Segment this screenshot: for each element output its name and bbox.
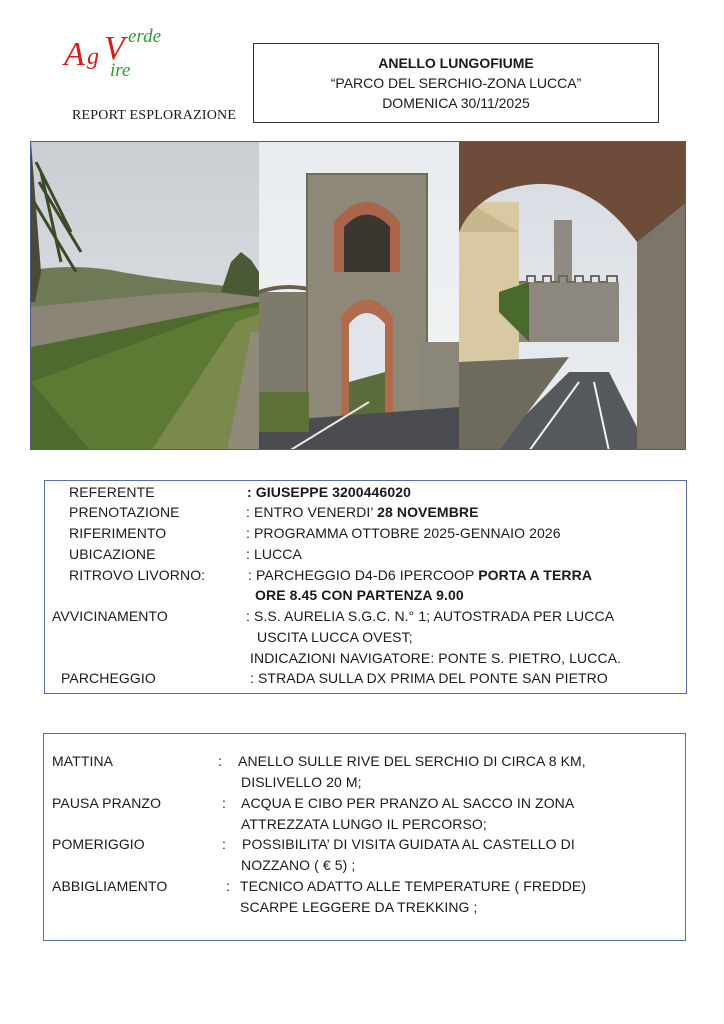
- prenotazione-value-text: : ENTRO VENERDI’: [246, 504, 378, 520]
- pausa-value-1: ACQUA E CIBO PER PRANZO AL SACCO IN ZONA: [241, 795, 575, 811]
- avvicinamento-value-2: USCITA LUCCA OVEST;: [257, 629, 413, 645]
- mattina-colon: :: [218, 753, 222, 769]
- castle-photo: [459, 142, 686, 450]
- pausa-label: PAUSA PRANZO: [52, 795, 162, 811]
- report-subtitle: REPORT ESPLORAZIONE: [72, 108, 237, 123]
- event-place: “PARCO DEL SERCHIO-ZONA LUCCA”: [330, 75, 582, 91]
- riferimento-label: RIFERIMENTO: [69, 525, 167, 541]
- avvicinamento-label: AVVICINAMENTO: [52, 608, 168, 624]
- river-photo: [31, 142, 259, 450]
- pomeriggio-label: POMERIGGIO: [52, 836, 145, 852]
- program-box: [43, 733, 686, 941]
- pomeriggio-colon: :: [222, 836, 226, 852]
- referente-label: REFERENTE: [69, 484, 155, 500]
- info-box: [44, 480, 687, 694]
- mattina-value-1: ANELLO SULLE RIVE DEL SERCHIO DI CIRCA 8 KM,: [238, 753, 586, 769]
- pausa-colon: :: [222, 795, 226, 811]
- avvicinamento-value-1: : S.S. AURELIA S.G.C. N.° 1; AUTOSTRADA PER LUCCA: [246, 608, 615, 624]
- pomeriggio-value-2: NOZZANO ( € 5) ;: [241, 857, 356, 873]
- logo-word-ire: ire: [110, 60, 131, 81]
- mattina-label: MATTINA: [52, 753, 114, 769]
- logo-word-erde: erde: [128, 26, 162, 47]
- abbigliamento-value-2: SCARPE LEGGERE DA TREKKING ;: [240, 899, 478, 915]
- logo-letter-v: V: [104, 30, 125, 67]
- parcheggio-value: : STRADA SULLA DX PRIMA DEL PONTE SAN PIETRO: [250, 670, 608, 686]
- ubicazione-value: : LUCCA: [246, 546, 302, 562]
- ritrovo-time: ORE 8.45 CON PARTENZA 9.00: [255, 587, 464, 603]
- pausa-value-2: ATTREZZATA LUNGO IL PERCORSO;: [241, 816, 487, 832]
- logo-letter-a: A: [64, 36, 85, 73]
- abbigliamento-colon: :: [226, 878, 230, 894]
- ritrovo-value: [248, 567, 592, 584]
- ritrovo-place: PORTA A TERRA: [478, 567, 593, 583]
- pomeriggio-value-1: POSSIBILITA’ DI VISITA GUIDATA AL CASTELLO DI: [242, 836, 575, 852]
- photo-strip: [30, 141, 686, 450]
- parcheggio-label: PARCHEGGIO: [61, 670, 156, 686]
- photo-collage: [31, 142, 686, 450]
- mattina-value-2: DISLIVELLO 20 M;: [241, 774, 362, 790]
- referente-value: : GIUSEPPE 3200446020: [247, 484, 411, 500]
- abbigliamento-label: ABBIGLIAMENTO: [52, 878, 168, 894]
- tower-photo: [259, 142, 459, 450]
- avvicinamento-value-3: INDICAZIONI NAVIGATORE: PONTE S. PIETRO, LUCCA.: [250, 650, 622, 666]
- agv-logo: [60, 26, 190, 86]
- logo-letter-g: g: [87, 44, 99, 70]
- prenotazione-deadline: 28 NOVEMBRE: [377, 504, 479, 520]
- event-title: ANELLO LUNGOFIUME: [378, 55, 534, 71]
- title-box: [253, 43, 659, 123]
- prenotazione-value: [246, 504, 479, 521]
- prenotazione-label: PRENOTAZIONE: [69, 504, 180, 520]
- ritrovo-value-text: : PARCHEGGIO D4-D6 IPERCOOP: [248, 567, 479, 583]
- ritrovo-label: RITROVO LIVORNO:: [69, 567, 206, 583]
- abbigliamento-value-1: TECNICO ADATTO ALLE TEMPERATURE ( FREDDE): [240, 878, 587, 894]
- event-date: DOMENICA 30/11/2025: [382, 95, 530, 111]
- riferimento-value: : PROGRAMMA OTTOBRE 2025-GENNAIO 2026: [246, 525, 561, 541]
- ubicazione-label: UBICAZIONE: [69, 546, 156, 562]
